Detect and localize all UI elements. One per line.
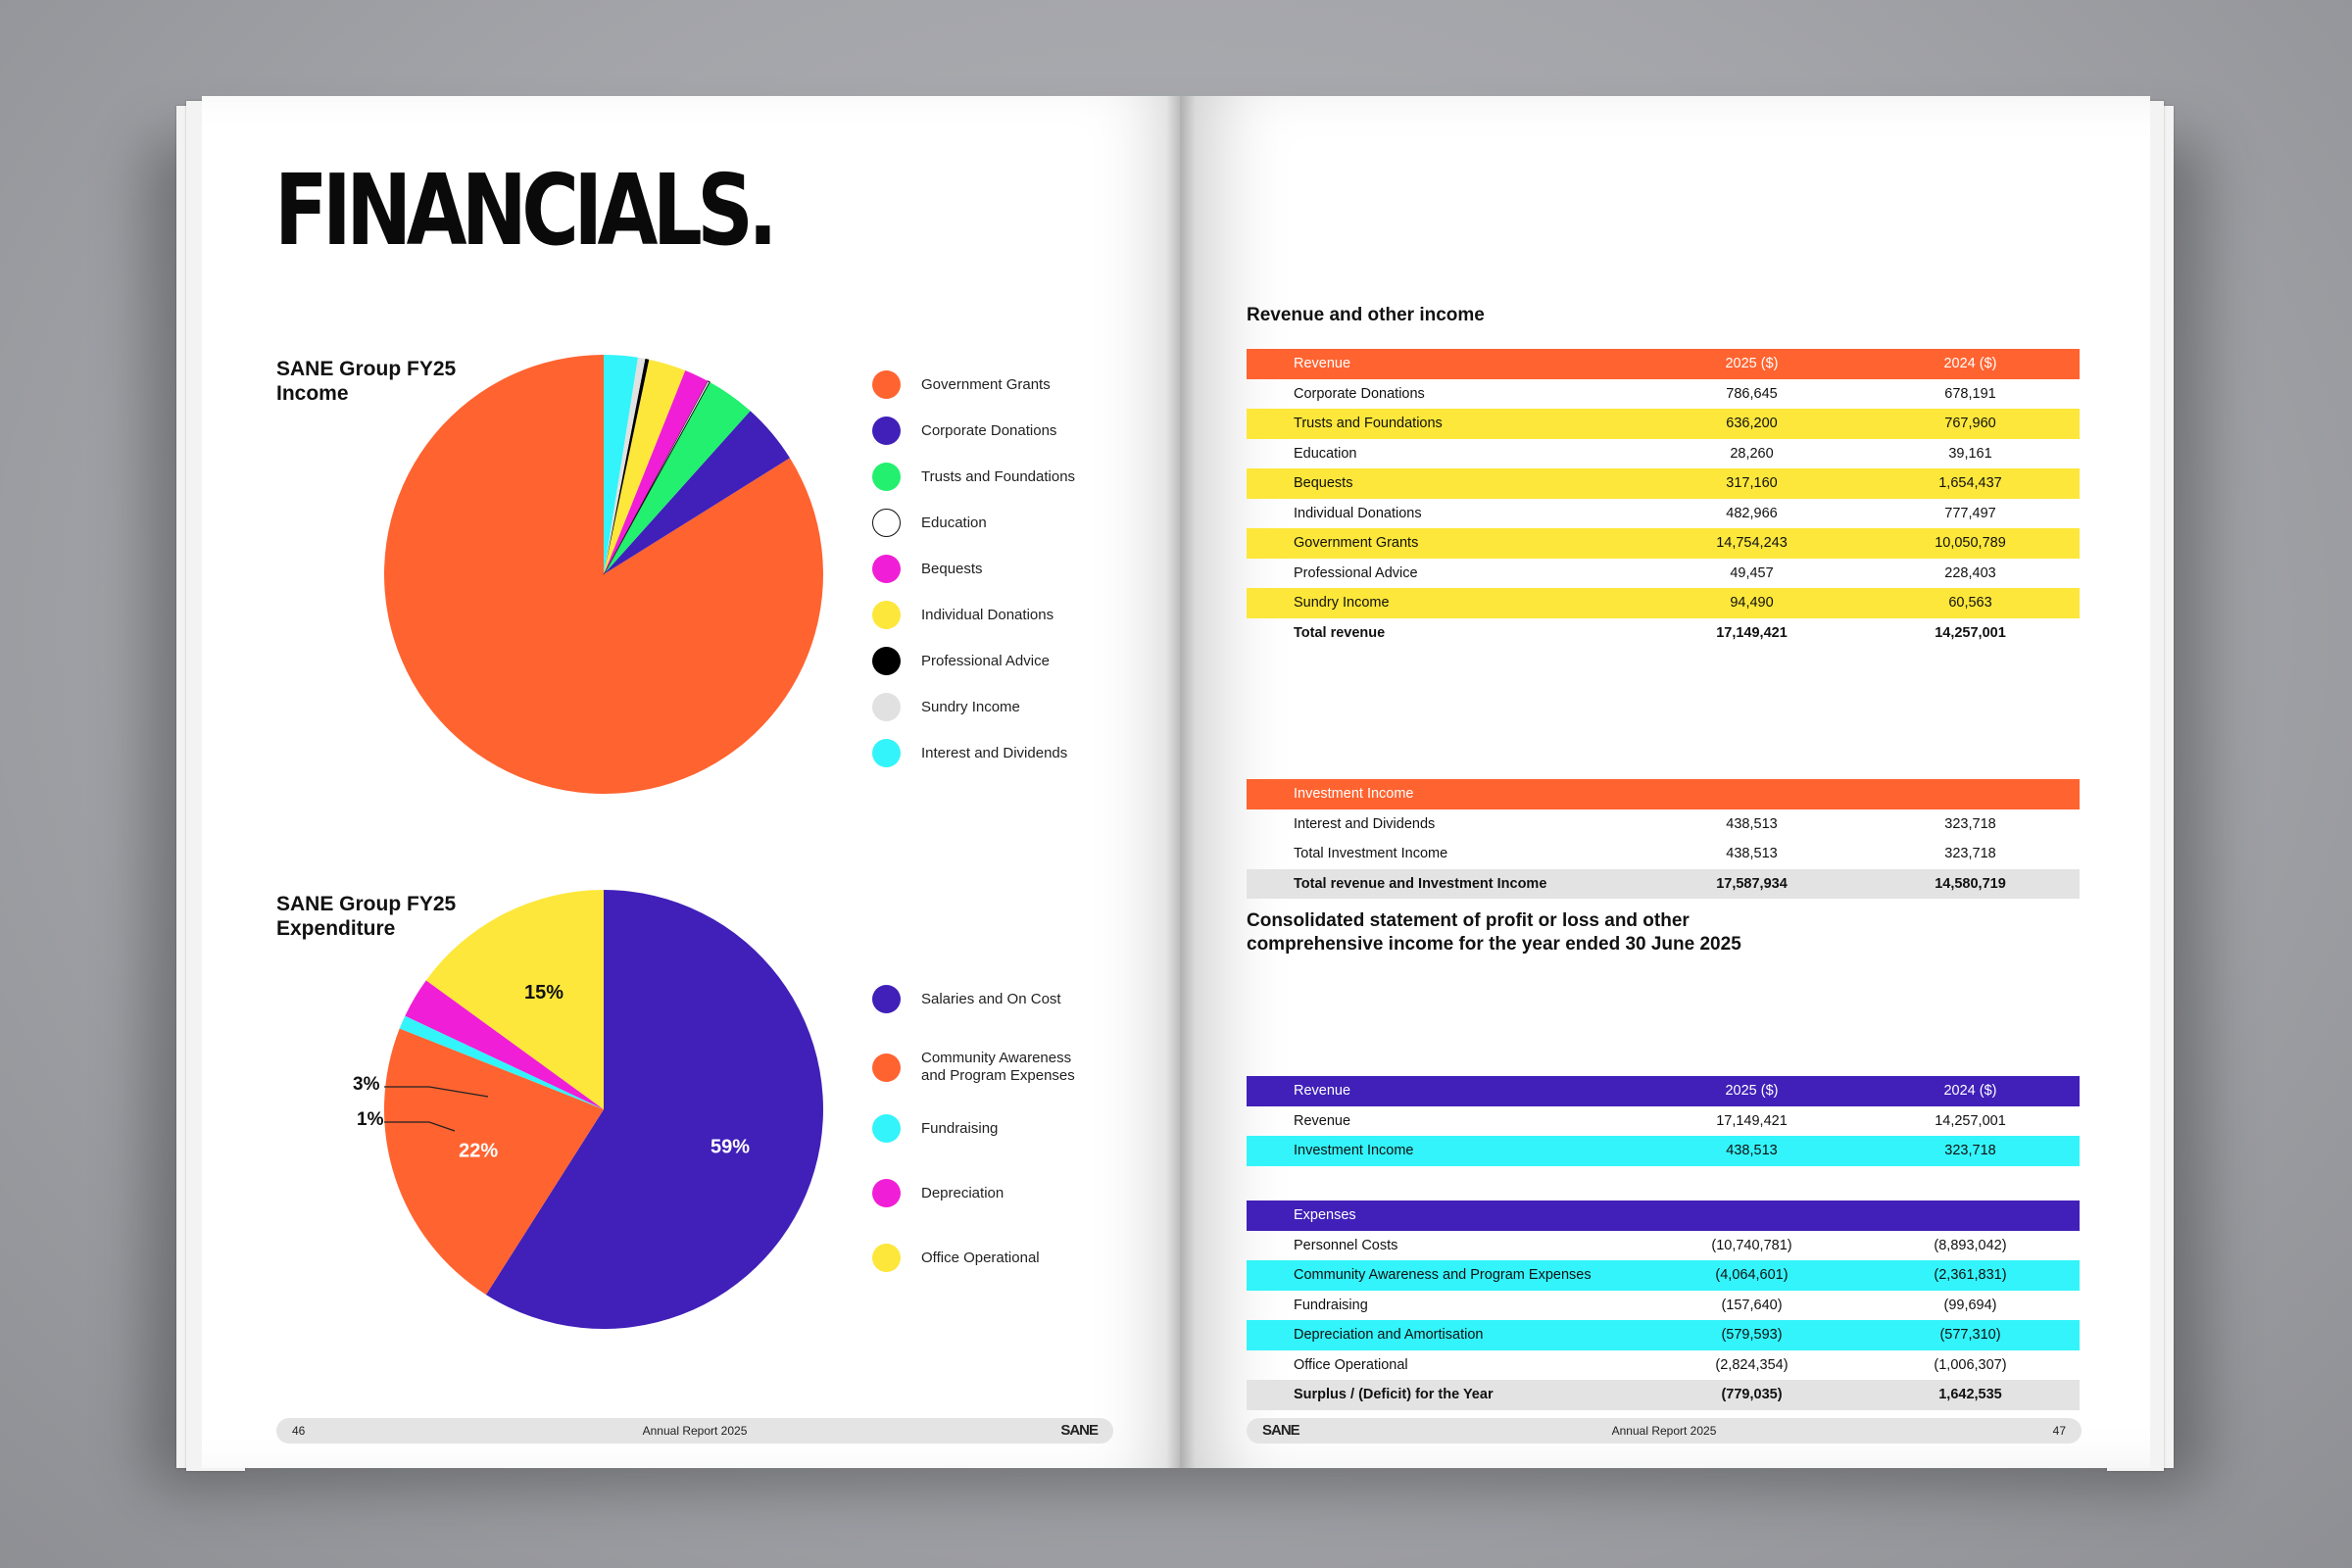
row-label: Corporate Donations xyxy=(1294,385,1425,402)
row-label: Education xyxy=(1294,445,1357,462)
legend-item-fundraising xyxy=(872,1114,1147,1143)
legend-item-depreciation xyxy=(872,1179,1147,1207)
row-label: Total revenue xyxy=(1294,624,1386,641)
value-2025: (579,593) xyxy=(1642,1320,1861,1350)
value-2025: 94,490 xyxy=(1642,588,1861,618)
value-2025: 14,754,243 xyxy=(1642,528,1861,559)
row-label: Total Investment Income xyxy=(1294,846,1448,862)
value-2025: (157,640) xyxy=(1721,1297,1783,1313)
expenditure-chart-title: SANE Group FY25 Expenditure xyxy=(276,893,457,940)
page-number: 47 xyxy=(2052,1424,2066,1438)
total-row xyxy=(1247,618,2080,649)
value-2024: 767,960 xyxy=(1861,409,2080,439)
value-2024: 323,718 xyxy=(1944,815,1996,832)
row-label: Trusts and Foundations xyxy=(1247,409,1642,439)
pie-label-office-operational: 15% xyxy=(523,982,564,1004)
value-2025: 786,645 xyxy=(1726,385,1778,402)
legend-item-community-awareness xyxy=(872,1050,1147,1085)
pie-label-community-awareness-and-program-expenses: 22% xyxy=(459,1140,499,1162)
row-label: Personnel Costs xyxy=(1294,1237,1398,1253)
value-2025: (779,035) xyxy=(1642,1380,1861,1410)
value-2025: (4,064,601) xyxy=(1642,1260,1861,1291)
row-label: Bequests xyxy=(1247,468,1642,499)
value-2025: 317,160 xyxy=(1642,468,1861,499)
page-number: 46 xyxy=(292,1424,306,1438)
legend-label: Community Awareness and Program Expenses xyxy=(921,1050,1075,1084)
profit-revenue-table xyxy=(1247,1076,2080,1166)
legend-label: Sundry Income xyxy=(921,698,1020,715)
row-label: Investment Income xyxy=(1247,1136,1642,1166)
legend-label: Individual Donations xyxy=(921,606,1054,623)
footer-title: Annual Report 2025 xyxy=(1611,1424,1717,1438)
total-row xyxy=(1247,869,2080,900)
left-page xyxy=(202,96,1180,1468)
header-cell: 2025 ($) xyxy=(1642,349,1861,379)
table-row xyxy=(1247,439,2080,469)
page-title: FINANCIALS. xyxy=(274,153,773,268)
legend-label: Fundraising xyxy=(921,1119,999,1137)
expenses-table xyxy=(1247,1200,2080,1410)
table-row xyxy=(1247,1231,2080,1261)
right-page xyxy=(1180,96,2150,1468)
header-cell: 2024 ($) xyxy=(1861,1076,2080,1106)
value-2024: (577,310) xyxy=(1861,1320,2080,1350)
callout-depreciation: 3% xyxy=(353,1074,380,1095)
legend-label: Government Grants xyxy=(921,375,1051,393)
value-2024: 1,642,535 xyxy=(1861,1380,2080,1410)
value-2025: 438,513 xyxy=(1642,1136,1861,1166)
value-2024: 228,403 xyxy=(1944,564,1996,581)
value-2024: 14,257,001 xyxy=(1935,1112,2006,1129)
row-label: Professional Advice xyxy=(1294,564,1418,581)
legend-item-salaries xyxy=(872,985,1147,1013)
legend-label: Corporate Donations xyxy=(921,421,1057,439)
callout-fundraising: 1% xyxy=(357,1109,384,1130)
value-2024: (99,694) xyxy=(1943,1297,1997,1313)
legend-swatch xyxy=(872,1244,901,1272)
value-2025: 482,966 xyxy=(1726,505,1778,521)
value-2025: 49,457 xyxy=(1730,564,1774,581)
value-2024: (8,893,042) xyxy=(1934,1237,2007,1253)
table-row xyxy=(1247,559,2080,589)
revenue-table xyxy=(1247,349,2080,648)
legend-label: Depreciation xyxy=(921,1184,1004,1201)
table-row xyxy=(1247,409,2080,439)
table-header-row xyxy=(1247,1200,2080,1231)
table-row xyxy=(1247,1260,2080,1291)
value-2025: 438,513 xyxy=(1726,846,1778,862)
legend-swatch xyxy=(872,1179,901,1207)
row-label: Fundraising xyxy=(1294,1297,1368,1313)
table-row xyxy=(1247,468,2080,499)
legend-label: Salaries and On Cost xyxy=(921,990,1061,1007)
pie-label-salaries-and-on-cost: 59% xyxy=(710,1136,751,1158)
right-footer xyxy=(1247,1418,2082,1444)
value-2025: 17,587,934 xyxy=(1642,869,1861,900)
legend-label: Education xyxy=(921,514,987,531)
header-cell xyxy=(1642,1200,1861,1231)
header-cell: 2024 ($) xyxy=(1861,349,2080,379)
table-row xyxy=(1247,1320,2080,1350)
revenue-section-title: Revenue and other income xyxy=(1247,305,1485,325)
value-2024: 39,161 xyxy=(1948,445,1992,462)
value-2025: 28,260 xyxy=(1730,445,1774,462)
row-label: Individual Donations xyxy=(1294,505,1422,521)
table-row xyxy=(1247,839,2080,869)
table-row xyxy=(1247,809,2080,840)
legend-label: Office Operational xyxy=(921,1249,1040,1266)
value-2024: 60,563 xyxy=(1861,588,2080,618)
total-row xyxy=(1247,1380,2080,1410)
value-2025: (2,824,354) xyxy=(1715,1356,1788,1373)
value-2025: 636,200 xyxy=(1642,409,1861,439)
legend-swatch xyxy=(872,1114,901,1143)
value-2025: 438,513 xyxy=(1726,815,1778,832)
value-2024: 323,718 xyxy=(1861,1136,2080,1166)
table-row xyxy=(1247,528,2080,559)
table-row xyxy=(1247,379,2080,410)
value-2024: (1,006,307) xyxy=(1934,1356,2007,1373)
table-row xyxy=(1247,588,2080,618)
row-label: Sundry Income xyxy=(1247,588,1642,618)
legend-label: Bequests xyxy=(921,560,983,577)
legend-item-office-operational xyxy=(872,1244,1147,1272)
table-header-row xyxy=(1247,1076,2080,1106)
footer-title: Annual Report 2025 xyxy=(642,1424,748,1438)
value-2025: (10,740,781) xyxy=(1711,1237,1792,1253)
legend-label: Professional Advice xyxy=(921,652,1050,669)
left-footer xyxy=(276,1418,1113,1444)
header-cell: Investment Income xyxy=(1247,779,1642,809)
header-cell: Revenue xyxy=(1247,1076,1642,1106)
row-label: Revenue xyxy=(1294,1112,1351,1129)
value-2024: 777,497 xyxy=(1944,505,1996,521)
row-label: Office Operational xyxy=(1294,1356,1408,1373)
value-2024: 1,654,437 xyxy=(1861,468,2080,499)
header-cell: Expenses xyxy=(1247,1200,1642,1231)
value-2025: 17,149,421 xyxy=(1716,1112,1788,1129)
table-row xyxy=(1247,1291,2080,1321)
legend-swatch xyxy=(872,985,901,1013)
value-2024: (2,361,831) xyxy=(1861,1260,2080,1291)
value-2024: 10,050,789 xyxy=(1861,528,2080,559)
value-2024: 678,191 xyxy=(1944,385,1996,402)
table-header-row xyxy=(1247,779,2080,809)
header-cell: Revenue xyxy=(1247,349,1642,379)
table-row xyxy=(1247,1106,2080,1137)
investment-table xyxy=(1247,779,2080,899)
header-cell xyxy=(1861,779,2080,809)
table-row xyxy=(1247,1136,2080,1166)
table-row xyxy=(1247,499,2080,529)
row-label: Total revenue and Investment Income xyxy=(1247,869,1642,900)
row-label: Community Awareness and Program Expenses xyxy=(1247,1260,1642,1291)
header-cell xyxy=(1861,1200,2080,1231)
sane-logo: SANE xyxy=(1262,1422,1299,1439)
income-chart-title: SANE Group FY25 Income xyxy=(276,358,457,405)
row-label: Depreciation and Amortisation xyxy=(1247,1320,1642,1350)
row-label: Government Grants xyxy=(1247,528,1642,559)
value-2024: 14,580,719 xyxy=(1861,869,2080,900)
legend-label: Trusts and Foundations xyxy=(921,467,1076,485)
value-2024: 323,718 xyxy=(1944,846,1996,862)
header-cell xyxy=(1642,779,1861,809)
value-2024: 14,257,001 xyxy=(1935,624,2006,641)
header-cell: 2025 ($) xyxy=(1642,1076,1861,1106)
legend-swatch xyxy=(872,1054,901,1082)
row-label: Interest and Dividends xyxy=(1294,815,1436,832)
table-header-row xyxy=(1247,349,2080,379)
row-label: Surplus / (Deficit) for the Year xyxy=(1247,1380,1642,1410)
profit-loss-title: Consolidated statement of profit or loss and other comprehensive income for the year ended 30 June 2025 xyxy=(1247,910,1741,955)
sane-logo: SANE xyxy=(1060,1422,1098,1439)
legend-label: Interest and Dividends xyxy=(921,744,1068,761)
table-row xyxy=(1247,1350,2080,1381)
value-2025: 17,149,421 xyxy=(1716,624,1788,641)
